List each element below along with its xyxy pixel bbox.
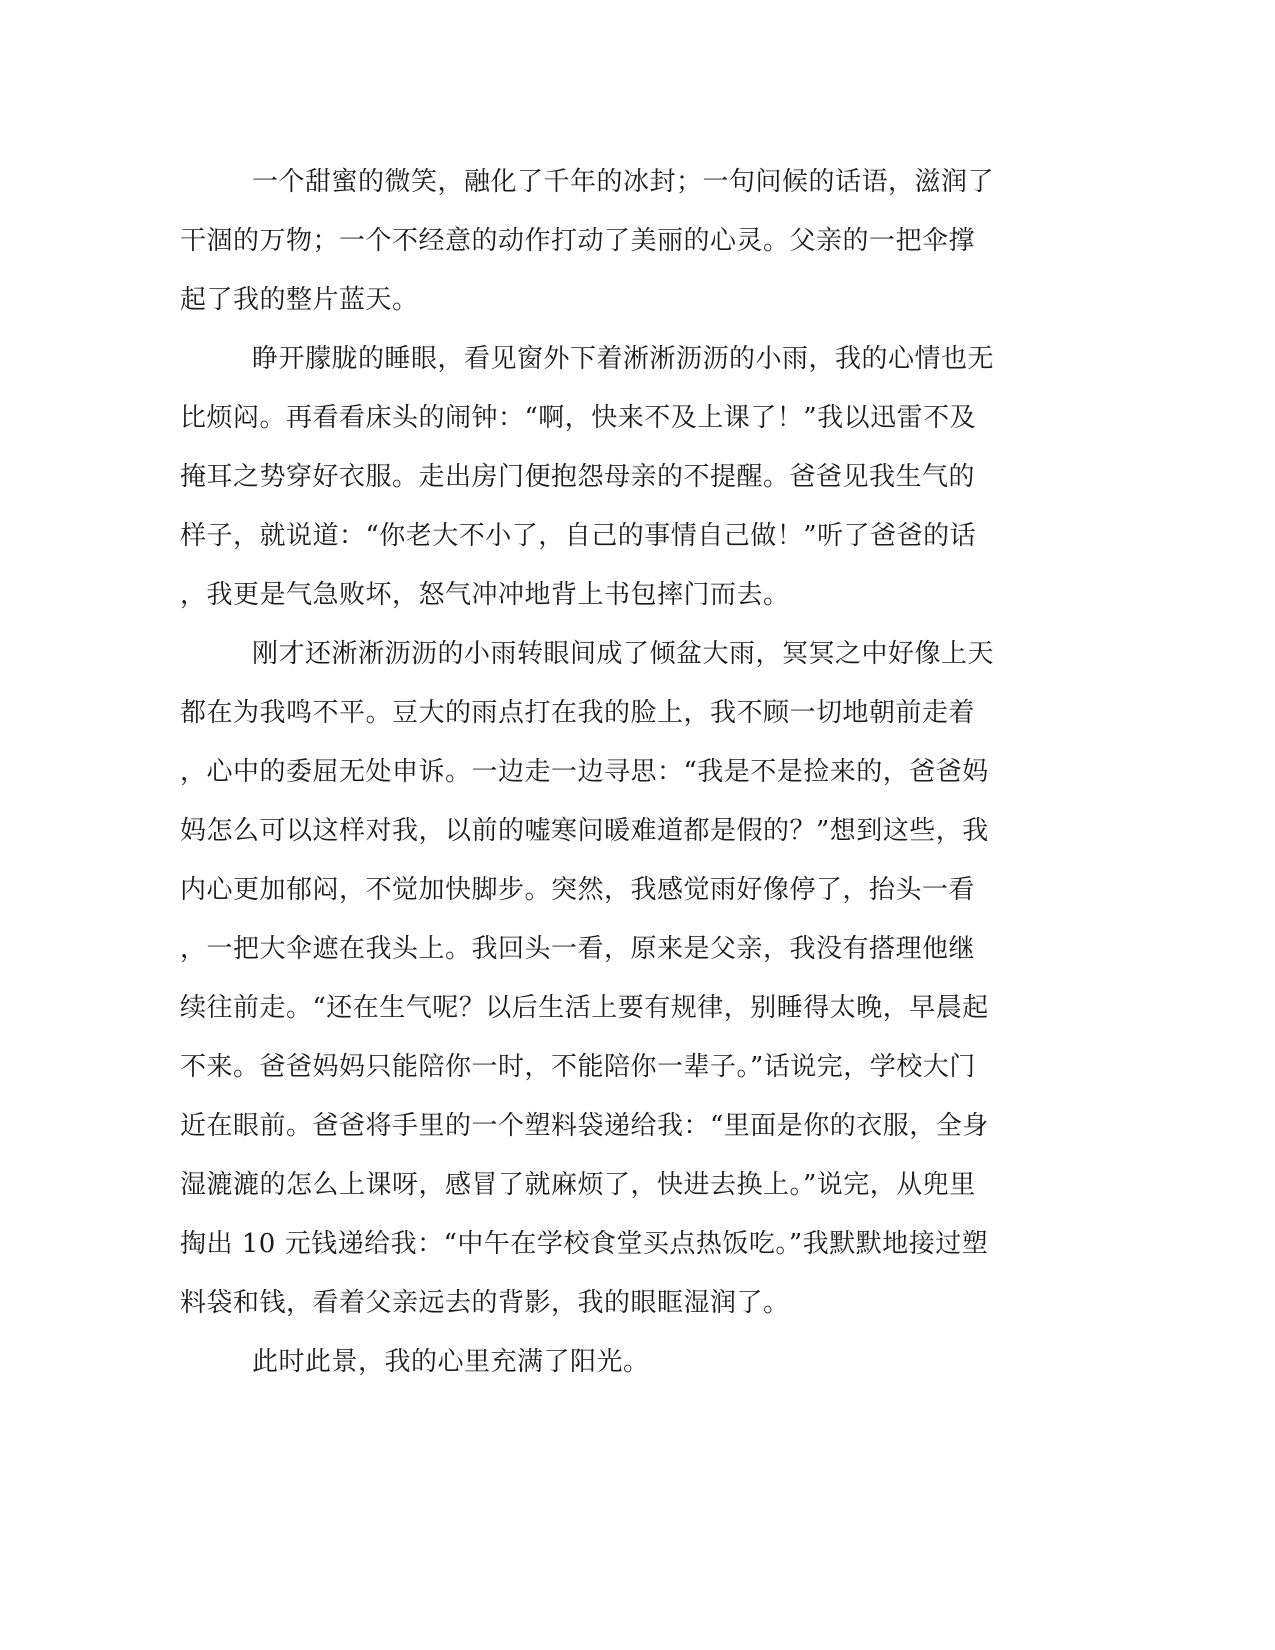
text-line: ，心中的委屈无处申诉。一边走一边寻思：“我是不是捡来的，爸爸妈	[180, 757, 989, 787]
text-line: 内心更加郁闷，不觉加快脚步。突然，我感觉雨好像停了，抬头一看	[180, 875, 976, 905]
text-line: 料袋和钱，看着父亲远去的背影，我的眼眶湿润了。	[180, 1288, 790, 1318]
text-line: 起了我的整片蓝天。	[180, 285, 419, 315]
text-line: 此时此景，我的心里充满了阳光。	[252, 1347, 650, 1377]
text-line: 刚才还淅淅沥沥的小雨转眼间成了倾盆大雨，冥冥之中好像上天	[252, 639, 995, 669]
text-line: 干涸的万物；一个不经意的动作打动了美丽的心灵。父亲的一把伞撑	[180, 226, 976, 256]
text-line: 掏出 10 元钱递给我：“中午在学校食堂买点热饭吃。”我默默地接过塑	[180, 1229, 989, 1259]
text-line: ，我更是气急败坏，怒气冲冲地背上书包摔门而去。	[180, 580, 790, 610]
text-line: 妈怎么可以这样对我，以前的嘘寒问暖难道都是假的？”想到这些，我	[180, 816, 989, 846]
text-line: 不来。爸爸妈妈只能陪你一时，不能陪你一辈子。”话说完，学校大门	[180, 1052, 976, 1082]
text-line: 比烦闷。再看看床头的闹钟：“啊，快来不及上课了！”我以迅雷不及	[180, 403, 977, 433]
text-line: 一个甜蜜的微笑，融化了千年的冰封；一句问候的话语，滋润了	[252, 167, 995, 197]
text-line: 续往前走。“还在生气呢？以后生活上要有规律，别睡得太晚，早晨起	[180, 993, 989, 1023]
text-line: ，一把大伞遮在我头上。我回头一看，原来是父亲，我没有搭理他继	[180, 934, 976, 964]
text-line: 睁开朦胧的睡眼，看见窗外下着淅淅沥沥的小雨，我的心情也无	[252, 344, 995, 374]
text-line: 近在眼前。爸爸将手里的一个塑料袋递给我：“里面是你的衣服，全身	[180, 1111, 989, 1141]
text-line: 都在为我鸣不平。豆大的雨点打在我的脸上，我不顾一切地朝前走着	[180, 698, 976, 728]
text-line: 样子，就说道：“你老大不小了，自己的事情自己做！”听了爸爸的话	[180, 521, 977, 551]
text-line: 湿漉漉的怎么上课呀，感冒了就麻烦了，快进去换上。”说完，从兜里	[180, 1170, 976, 1200]
text-line: 掩耳之势穿好衣服。走出房门便抱怨母亲的不提醒。爸爸见我生气的	[180, 462, 976, 492]
